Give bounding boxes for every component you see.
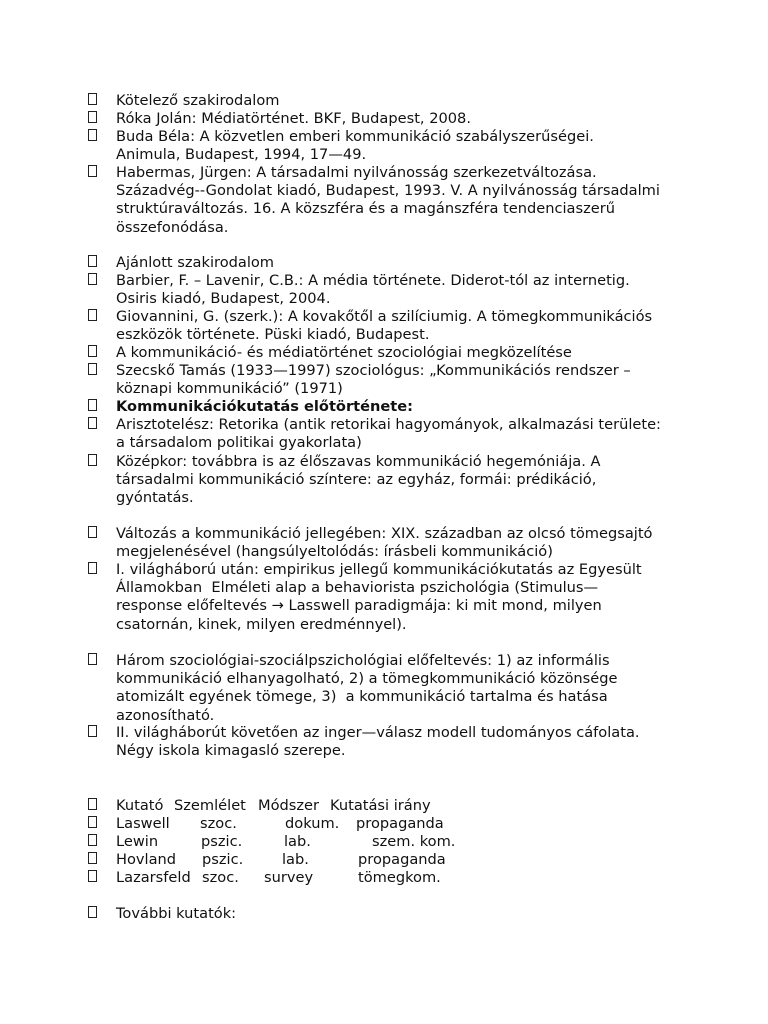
table-cell: lab.: [284, 833, 311, 850]
table-cell: tömegkom.: [358, 869, 441, 886]
bullet-box-icon: [88, 725, 97, 737]
table-cell: Lazarsfeld: [116, 869, 191, 886]
table-header-cell: Kutató: [116, 797, 164, 814]
item-text: Ajánlott szakirodalom: [116, 254, 275, 271]
table-cell: lab.: [282, 851, 309, 868]
bullet-box-icon: [88, 526, 97, 538]
bullet-box-icon: [88, 834, 97, 846]
bullet-box-icon: [88, 417, 97, 429]
bullet-box-icon: [88, 345, 97, 357]
item-text: A kommunikáció- és médiatörténet szociológiai megközelítése: [116, 344, 572, 361]
item-text: Barbier, F. – Lavenir, C.B.: A média története. Diderot-tól az internetig. Osiris kiadó, Budapest, 2004.: [116, 272, 630, 308]
footer-text: További kutatók:: [116, 905, 237, 922]
bullet-box-icon: [88, 255, 97, 267]
bullet-box-icon: [88, 165, 97, 177]
table-cell: pszic.: [202, 851, 244, 868]
table-row: [88, 851, 688, 869]
bullet-box-icon: [88, 906, 97, 918]
item-text: Buda Béla: A közvetlen emberi kommunikáció szabályszerűségei. Animula, Budapest, 1994, 17—49.: [116, 128, 594, 164]
table-cell: pszic.: [201, 833, 243, 850]
bullet-box-icon: [88, 309, 97, 321]
table-cell: dokum.: [285, 815, 340, 832]
table-cell: propaganda: [358, 851, 446, 868]
table-header-cell: Kutatási irány: [330, 797, 431, 814]
table-cell: propaganda: [356, 815, 444, 832]
table-row: [88, 815, 688, 833]
item-text: Giovannini, G. (szerk.): A kovakőtől a szilíciumig. A tömegkommunikációs eszközök története. Püski kiadó, Budapest.: [116, 308, 653, 344]
bullet-box-icon: [88, 562, 97, 574]
item-text: II. világháborút követően az inger—válasz modell tudományos cáfolata. Négy iskola kimagasló szerepe.: [116, 724, 640, 760]
bullet-box-icon: [88, 129, 97, 141]
table-cell: szoc.: [200, 815, 237, 832]
table-header-cell: Szemlélet: [174, 797, 246, 814]
bullet-box-icon: [88, 93, 97, 105]
bullet-box-icon: [88, 870, 97, 882]
bullet-box-icon: [88, 798, 97, 810]
bullet-box-icon: [88, 852, 97, 864]
section-heading: Kommunikációkutatás előtörténete:: [116, 398, 414, 415]
table-cell: survey: [264, 869, 314, 886]
item-text: Középkor: továbbra is az élőszavas kommunikáció hegemóniája. A társadalmi kommunikáció színtere: az egyház, formái: prédikáció, gyóntatás.: [116, 453, 601, 507]
table-row: [88, 869, 688, 887]
bullet-box-icon: [88, 816, 97, 828]
item-text: Kötelező szakirodalom: [116, 92, 280, 109]
item-text: Változás a kommunikáció jellegében: XIX. században az olcsó tömegsajtó megjelenésével (hangsúlyeltolódás: írásbeli kommunikáció): [116, 525, 653, 561]
table-row: [88, 833, 688, 851]
item-text: Arisztotelész: Retorika (antik retorikai hagyományok, alkalmazási területe: a társadalom politikai gyakorlata): [116, 416, 661, 452]
item-text: Szecskő Tamás (1933—1997) szociológus: „Kommunikációs rendszer – köznapi kommunikáció” (1971): [116, 362, 631, 398]
bullet-box-icon: [88, 111, 97, 123]
table-header-row: [88, 797, 688, 815]
item-text: Róka Jolán: Médiatörténet. BKF, Budapest, 2008.: [116, 110, 471, 127]
bullet-box-icon: [88, 399, 97, 411]
bullet-box-icon: [88, 273, 97, 285]
table-cell: szoc.: [202, 869, 239, 886]
table-header-cell: Módszer: [258, 797, 320, 814]
bullet-box-icon: [88, 454, 97, 466]
item-text: Habermas, Jürgen: A társadalmi nyilvánosság szerkezetváltozása. Századvég--Gondolat kiadó, Budapest, 1993. V. A nyilvánosság társadalmi struktúraváltozás. 16. A közszféra és a magánszféra tendenciaszerű összefonódása.: [116, 164, 660, 236]
item-text: Három szociológiai-szociálpszichológiai előfeltevés: 1) az informális kommunikáció elhanyagolható, 2) a tömegkommunikáció közönsége atomizált egyének tömege, 3) a kommunikáció tartalma és hatása azonosítható.: [116, 652, 618, 724]
table-cell: Laswell: [116, 815, 170, 832]
bullet-box-icon: [88, 653, 97, 665]
table-cell: Hovland: [116, 851, 177, 868]
bullet-box-icon: [88, 363, 97, 375]
table-cell: szem. kom.: [372, 833, 456, 850]
table-cell: Lewin: [116, 833, 159, 850]
item-text: I. világháború után: empirikus jellegű kommunikációkutatás az Egyesült Államokban Elméleti alap a behaviorista pszichológia (Stimulus— response előfeltevés → Lasswell paradigmája: ki mit mond, milyen csatornán, kinek, milyen eredménnyel).: [116, 561, 642, 633]
